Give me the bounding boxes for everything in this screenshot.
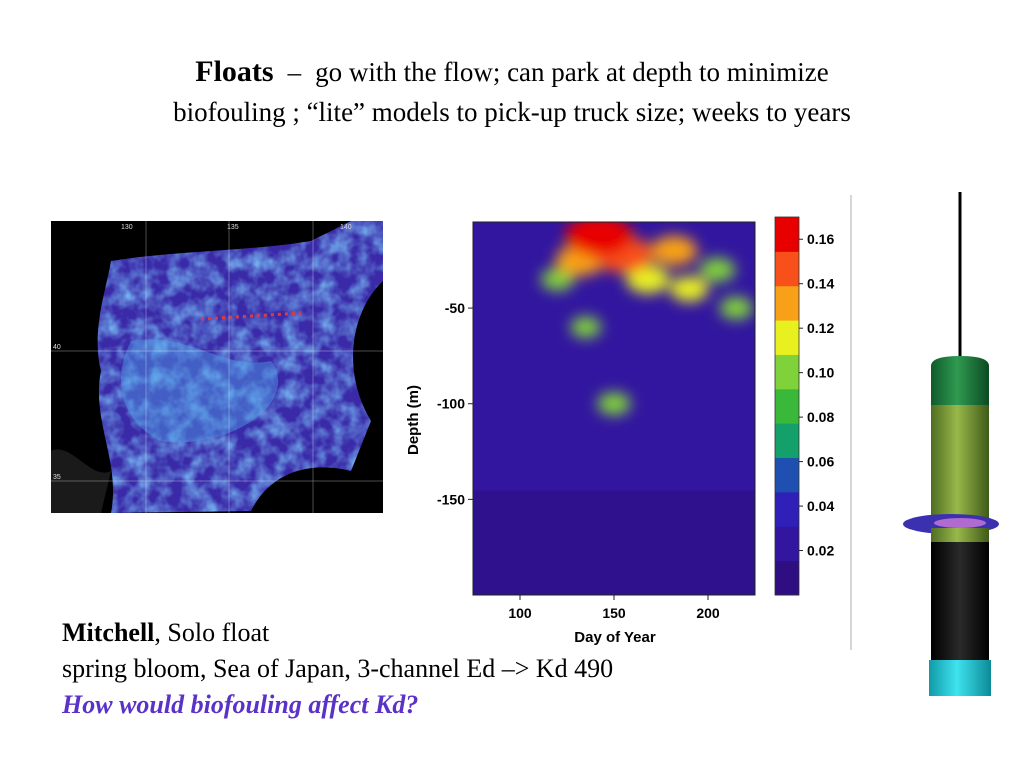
colorbar-segment-0	[775, 561, 799, 596]
map-lon-label-140: 140	[340, 224, 352, 231]
slide-caption	[62, 615, 613, 723]
colorbar-segment-1	[775, 526, 799, 561]
title-line-2: biofouling ; “lite” models to pick-up truck size; weeks to years	[173, 97, 851, 127]
colorbar-segment-8	[775, 286, 799, 321]
colorbar-tick-label-3: 0.10	[807, 364, 835, 381]
title-line1-text: go with the flow; can park at depth to minimize	[315, 57, 829, 87]
y-tick-label-0: -50	[444, 300, 465, 317]
title-dash: –	[287, 57, 302, 87]
colorbar-segment-7	[775, 320, 799, 355]
heatmap-bloom-5	[670, 276, 708, 302]
x-tick-label-1: 150	[602, 605, 626, 621]
satellite-map-image	[51, 221, 383, 513]
colorbar-segment-10	[775, 217, 799, 252]
colorbar	[775, 217, 834, 596]
map-lon-label-135: 135	[227, 224, 239, 231]
float-hull	[931, 405, 989, 520]
float-bladder	[931, 542, 989, 660]
y-axis-ticks	[437, 300, 473, 507]
x-tick-label-0: 100	[508, 605, 532, 621]
colorbar-tick-label-5: 0.06	[807, 453, 835, 470]
y-axis-label: Depth (m)	[405, 385, 422, 455]
colorbar-segment-9	[775, 251, 799, 286]
heatmap-bloom-0	[571, 317, 602, 338]
caption-line-1	[62, 615, 613, 651]
map-lon-label-130: 130	[121, 224, 133, 231]
heatmap-bloom-10	[565, 215, 632, 256]
caption-line1-rest: , Solo float	[154, 618, 270, 647]
solo-float-illustration	[898, 190, 1002, 700]
float-base	[929, 660, 991, 696]
heatmap-bloom-7	[651, 236, 697, 266]
colorbar-tick-label-6: 0.04	[807, 498, 835, 515]
colorbar-tick-label-2: 0.12	[807, 320, 835, 337]
map-lat-label-35: 35	[53, 474, 61, 481]
colorbar-segment-5	[775, 389, 799, 424]
y-tick-label-1: -100	[436, 395, 465, 412]
colorbar-segment-6	[775, 354, 799, 389]
colorbar-segment-3	[775, 458, 799, 493]
colorbar-tick-label-1: 0.14	[807, 275, 835, 292]
caption-question: How would biofouling affect Kd?	[62, 690, 419, 719]
x-tick-label-2: 200	[696, 605, 720, 621]
depth-heatmap-chart	[400, 195, 855, 655]
colorbar-tick-label-4: 0.08	[807, 409, 835, 426]
slide-title	[40, 52, 984, 132]
x-axis-label: Day of Year	[574, 629, 656, 646]
colorbar-segment-2	[775, 492, 799, 527]
caption-name: Mitchell	[62, 618, 155, 647]
colorbar-segment-4	[775, 423, 799, 458]
float-top-cap	[931, 356, 989, 405]
map-lat-label-40: 40	[53, 344, 61, 351]
colorbar-tick-label-0: 0.16	[807, 231, 835, 248]
colorbar-tick-label-7: 0.02	[807, 542, 835, 559]
caption-line-2: spring bloom, Sea of Japan, 3-channel Ed –> Kd 490	[62, 654, 614, 683]
heatmap-bloom-4	[700, 258, 736, 282]
heatmap-bloom-2	[597, 392, 630, 415]
heatmap-plot-area	[473, 215, 755, 595]
map-svg	[51, 221, 383, 513]
title-bold: Floats	[195, 55, 274, 88]
heatmap-bloom-3	[720, 297, 753, 320]
y-tick-label-2: -150	[436, 491, 465, 508]
title-line-1	[40, 52, 984, 92]
heatmap-deep-layer	[473, 491, 755, 595]
